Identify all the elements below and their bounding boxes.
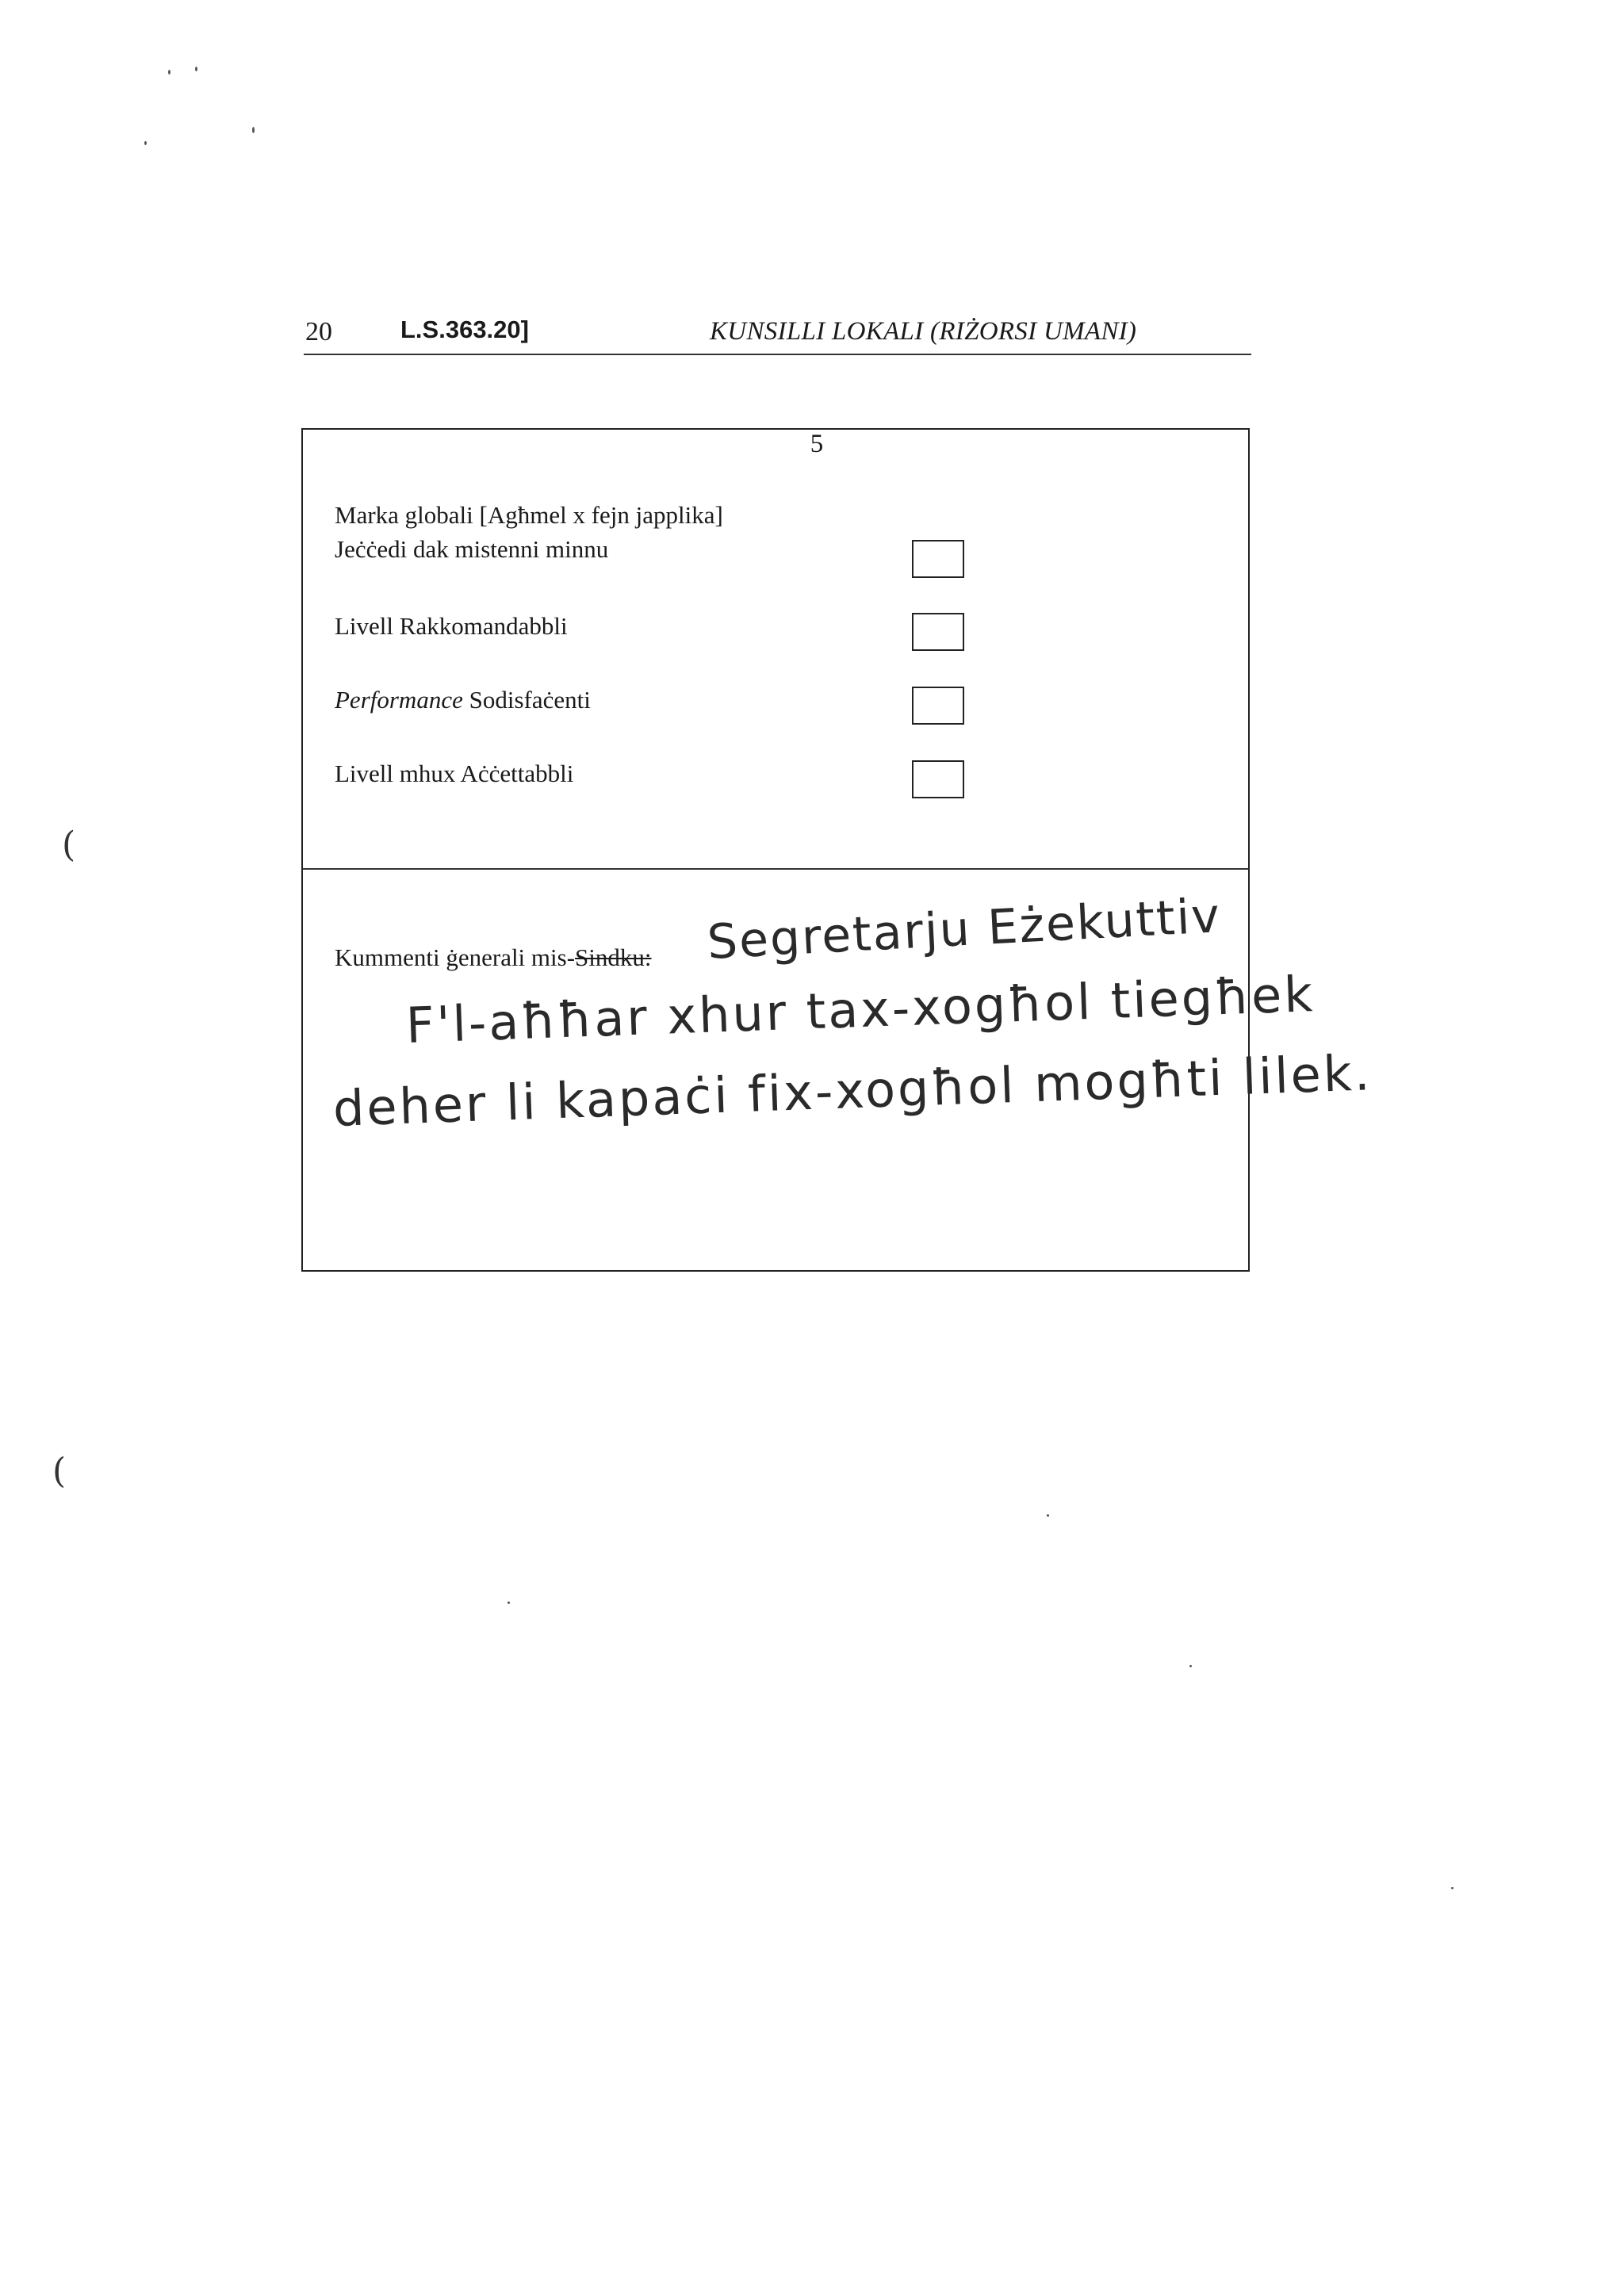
option-label-recommendable: Livell Rakkomandabbli: [335, 612, 568, 640]
checkbox-unacceptable[interactable]: [912, 760, 964, 798]
page-number: 20: [305, 317, 332, 346]
scan-speck: [508, 1601, 510, 1604]
checkbox-satisfactory[interactable]: [912, 687, 964, 725]
handwritten-comment-line-1: F'l-aħħar xhur tax-xogħol tiegħek: [404, 965, 1316, 1054]
assessment-form-box: [301, 428, 1373, 1272]
scan-speck: [168, 70, 170, 75]
general-comments-label: [335, 943, 652, 972]
option-label-satisfactory-italic: Performance: [335, 686, 463, 714]
section-number: 5: [810, 430, 824, 458]
scan-speck: [1451, 1887, 1454, 1889]
scan-speck: [1047, 1514, 1049, 1517]
handwritten-role: Segretarju Eżekuttiv: [706, 888, 1223, 970]
checkbox-recommendable[interactable]: [912, 613, 964, 651]
option-label-satisfactory: [335, 686, 591, 714]
scan-mark: (: [52, 1451, 67, 1491]
scan-speck: [1189, 1665, 1192, 1667]
comments-label-struck: Sindku:: [575, 943, 652, 971]
running-header: [305, 316, 1251, 354]
scan-speck: [252, 127, 255, 133]
header-rule: [304, 354, 1251, 355]
option-label-unacceptable: Livell mhux Aċċettabbli: [335, 760, 574, 787]
section-divider: [303, 868, 1248, 870]
legislation-reference: L.S.363.20]: [400, 316, 529, 343]
scan-speck: [195, 67, 197, 71]
handwritten-comment-line-2: deher li kapaċi fix-xogħol mogħti lilek.: [331, 1043, 1373, 1138]
scan-speck: [144, 141, 147, 145]
option-label-satisfactory-rest: Sodisfaċenti: [462, 686, 591, 714]
scan-mark: (: [62, 825, 76, 865]
option-label-exceeds: Jeċċedi dak mistenni minnu: [335, 535, 609, 563]
global-mark-heading: Marka globali [Agħmel x fejn japplika]: [335, 501, 723, 529]
checkbox-exceeds[interactable]: [912, 540, 964, 578]
comments-label-prefix: Kummenti ġenerali mis-: [335, 943, 576, 971]
header-title: KUNSILLI LOKALI (RIŻORSI UMANI): [710, 317, 1137, 346]
